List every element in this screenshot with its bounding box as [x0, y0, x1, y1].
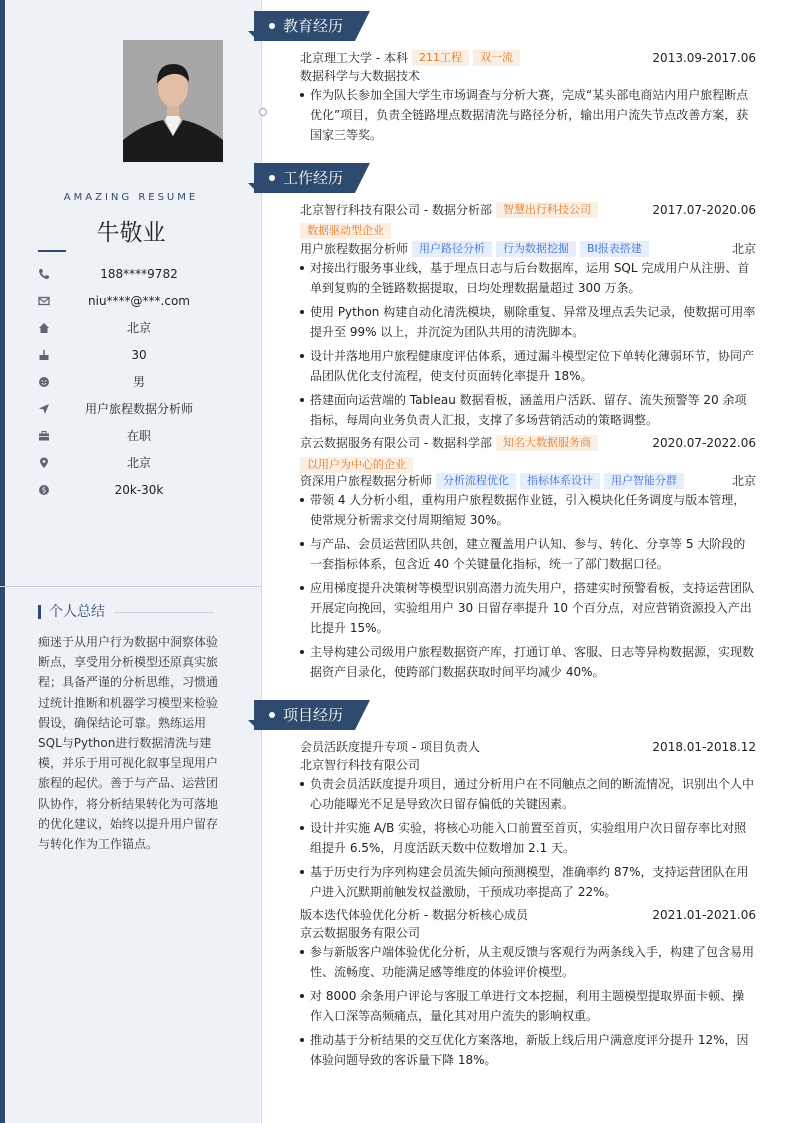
salary-text: 20k-30k — [114, 483, 164, 497]
project-name: 会员活跃度提升专项 - 项目负责人 — [300, 740, 480, 754]
briefcase-icon — [38, 430, 50, 442]
summary-heading-bar — [38, 605, 41, 619]
job-bullet: 对接出行服务事业线，基于埋点日志与后台数据库，运用 SQL 完成用户从注册、首单到复购的全链路数据提取，日均处理数据量超过 300 万条。 — [300, 258, 756, 298]
job-city: 北京 — [731, 242, 756, 256]
project-date: 2018.01-2018.12 — [652, 740, 756, 754]
company-tag: 数据驱动型企业 — [300, 223, 391, 239]
summary-heading-line — [114, 612, 214, 613]
project-bullet: 参与新版客户端体验优化分析，从主观反馈与客观行为两条线入手，构建了包含易用性、流畅度、功能满足感等维度的体验评价模型。 — [300, 942, 756, 982]
skill-tag: BI报表搭建 — [580, 241, 649, 257]
project-date: 2021.01-2021.06 — [652, 908, 756, 922]
name-underline — [38, 250, 66, 252]
info-home — [38, 320, 224, 340]
job-date: 2020.07-2022.06 — [652, 436, 756, 450]
job-city: 北京 — [731, 474, 756, 488]
job-company: 京云数据服务有限公司 - 数据科学部 — [300, 436, 492, 450]
skill-tag: 分析流程优化 — [436, 473, 516, 489]
education-major: 数据科学与大数据技术 — [300, 69, 421, 83]
job-role-row — [300, 240, 756, 258]
job-header — [300, 434, 756, 452]
education-title: 教育经历 — [283, 17, 344, 35]
status-text: 在职 — [126, 429, 151, 443]
job-date: 2017.07-2020.06 — [652, 203, 756, 217]
email-text: niu****@***.com — [88, 294, 190, 308]
project-bullet: 对 8000 余条用户评论与客服工单进行文本挖掘，利用主题模型提取界面卡顿、操作入口深等高频痛点，量化其对用户流失的影响权重。 — [300, 986, 756, 1026]
project-bullet: 基于历史行为序列构建会员流失倾向预测模型，准确率约 87%，支持运营团队在用户进入沉默期前触发权益激励，干预成功率提高了 22%。 — [300, 862, 756, 902]
send-icon — [38, 403, 50, 415]
project-header — [300, 738, 756, 756]
location-text: 北京 — [126, 456, 151, 470]
skill-tag: 行为数据挖掘 — [496, 241, 576, 257]
info-age — [38, 347, 224, 367]
job-company: 北京智行科技有限公司 - 数据分析部 — [300, 203, 492, 217]
phone-text: 188****9782 — [100, 267, 178, 281]
job-bullet: 设计并落地用户旅程健康度评估体系，通过漏斗模型定位下单转化薄弱环节，协同产品团队优化支付流程，使支付页面转化率提升 18%。 — [300, 346, 756, 386]
project-company: 京云数据服务有限公司 — [300, 926, 421, 940]
gender-icon — [38, 376, 50, 388]
project-name: 版本迭代体验优化分析 - 数据分析核心成员 — [300, 908, 528, 922]
work-title: 工作经历 — [283, 169, 344, 187]
job-bullet: 应用梯度提升决策树等模型识别高潜力流失用户，搭建实时预警看板，支持运营团队开展定向挽回，实验组用户 30 日留存率提升 10 个百分点，对应营销资源投入产出比提升 15%。 — [300, 578, 756, 638]
email-icon — [38, 295, 50, 307]
timeline-circle — [259, 108, 267, 116]
age-text: 30 — [131, 348, 147, 362]
job-bullet: 使用 Python 构建自动化清洗模块，剔除重复、异常及埋点丢失记录，使数据可用率提升至 99% 以上，并沉淀为团队共用的清洗脚本。 — [300, 302, 756, 342]
job-bullet: 与产品、会员运营团队共创，建立覆盖用户认知、参与、转化、分享等 5 大阶段的一套指标体系，包含近 40 个关键量化指标，统一了部门数据口径。 — [300, 534, 756, 574]
info-email — [38, 293, 224, 313]
project-header — [300, 906, 756, 924]
job-role-row — [300, 472, 756, 490]
info-salary — [38, 482, 224, 502]
job-bullet: 搭建面向运营端的 Tableau 数据看板，涵盖用户活跃、留存、流失预警等 20 余项指标，每周向业务负责人汇报，支撑了多场营销活动的策略调整。 — [300, 390, 756, 430]
education-bullet: 作为队长参加全国大学生市场调查与分析大赛，完成“某头部电商站内用户旅程断点优化”项目，负责全链路埋点数据清洗与路径分析，输出用户流失节点改善方案，获国家三等奖。 — [300, 85, 756, 145]
cake-icon — [38, 349, 50, 361]
candidate-name: 牛敬业 — [96, 220, 166, 246]
person-portrait-icon — [123, 40, 223, 162]
home-text: 北京 — [126, 321, 151, 335]
job-bullet: 带领 4 人分析小组，重构用户旅程数据作业链，引入模块化任务调度与版本管理，使常规分析需求交付周期缩短 30%。 — [300, 490, 756, 530]
projects-title: 项目经历 — [283, 706, 344, 724]
education-date: 2013.09-2017.06 — [652, 51, 756, 65]
project-company: 北京智行科技有限公司 — [300, 758, 421, 772]
sidebar — [0, 0, 262, 1123]
info-gender — [38, 374, 224, 394]
sidebar-divider — [0, 586, 262, 587]
salary-icon — [38, 484, 50, 496]
company-tag: 以用户为中心的企业 — [300, 457, 413, 473]
gender-text: 男 — [132, 375, 145, 389]
school-tag: 211工程 — [412, 50, 469, 66]
school-tag: 双一流 — [473, 50, 520, 66]
company-tag: 知名大数据服务商 — [496, 435, 598, 451]
resume-tagline: AMAZING RESUME — [63, 192, 199, 203]
profile-photo — [123, 40, 223, 162]
location-icon — [38, 457, 50, 469]
skill-tag: 指标体系设计 — [520, 473, 600, 489]
job-role: 资深用户旅程数据分析师 — [300, 474, 433, 488]
info-phone — [38, 266, 224, 286]
skill-tag: 用户智能分群 — [604, 473, 684, 489]
skill-tag: 用户路径分析 — [412, 241, 492, 257]
project-bullet: 推动基于分析结果的交互优化方案落地，新版上线后用户满意度评分提升 12%，因体验问题导致的客诉量下降 18%。 — [300, 1030, 756, 1070]
company-tag-line — [300, 222, 391, 240]
education-row — [300, 49, 756, 67]
school-name: 北京理工大学 - 本科 — [300, 51, 408, 65]
job-bullet: 主导构建公司级用户旅程数据资产库，打通订单、客服、日志等异构数据源，实现数据资产目录化，使跨部门数据获取时间平均减少 40%。 — [300, 642, 756, 682]
company-tag: 智慧出行科技公司 — [496, 202, 598, 218]
position-text: 用户旅程数据分析师 — [84, 402, 193, 416]
summary-title: 个人总结 — [49, 604, 105, 620]
project-bullet: 设计并实施 A/B 实验，将核心功能入口前置至首页，实验组用户次日留存率比对照组提升 6.5%，月度活跃天数中位数增加 2.1 天。 — [300, 818, 756, 858]
info-location — [38, 455, 224, 475]
home-icon — [38, 322, 50, 334]
phone-icon — [38, 268, 50, 280]
info-position — [38, 401, 224, 421]
summary-text: 痴迷于从用户行为数据中洞察体验断点，享受用分析模型还原真实旅程；具备严谨的分析思维，习惯通过统计推断和机器学习模型来检验假设，确保结论可靠。熟练运用SQL与Python进行数据清洗与建模，并乐于用可视化叙事呈现用户旅程的起伏。善于与产品、运营团队协作，将分析结果转化为可落地的优化建议，始终以提升用户留存与转化作为工作锚点。 — [38, 635, 219, 852]
job-role: 用户旅程数据分析师 — [300, 242, 409, 256]
job-header — [300, 201, 756, 219]
svg-text:$: $ — [41, 485, 47, 495]
info-status — [38, 428, 224, 448]
project-bullet: 负责会员活跃度提升项目，通过分析用户在不同触点之间的断流情况，识别出个人中心功能曝光不足是导致次日留存偏低的关键因素。 — [300, 774, 756, 814]
